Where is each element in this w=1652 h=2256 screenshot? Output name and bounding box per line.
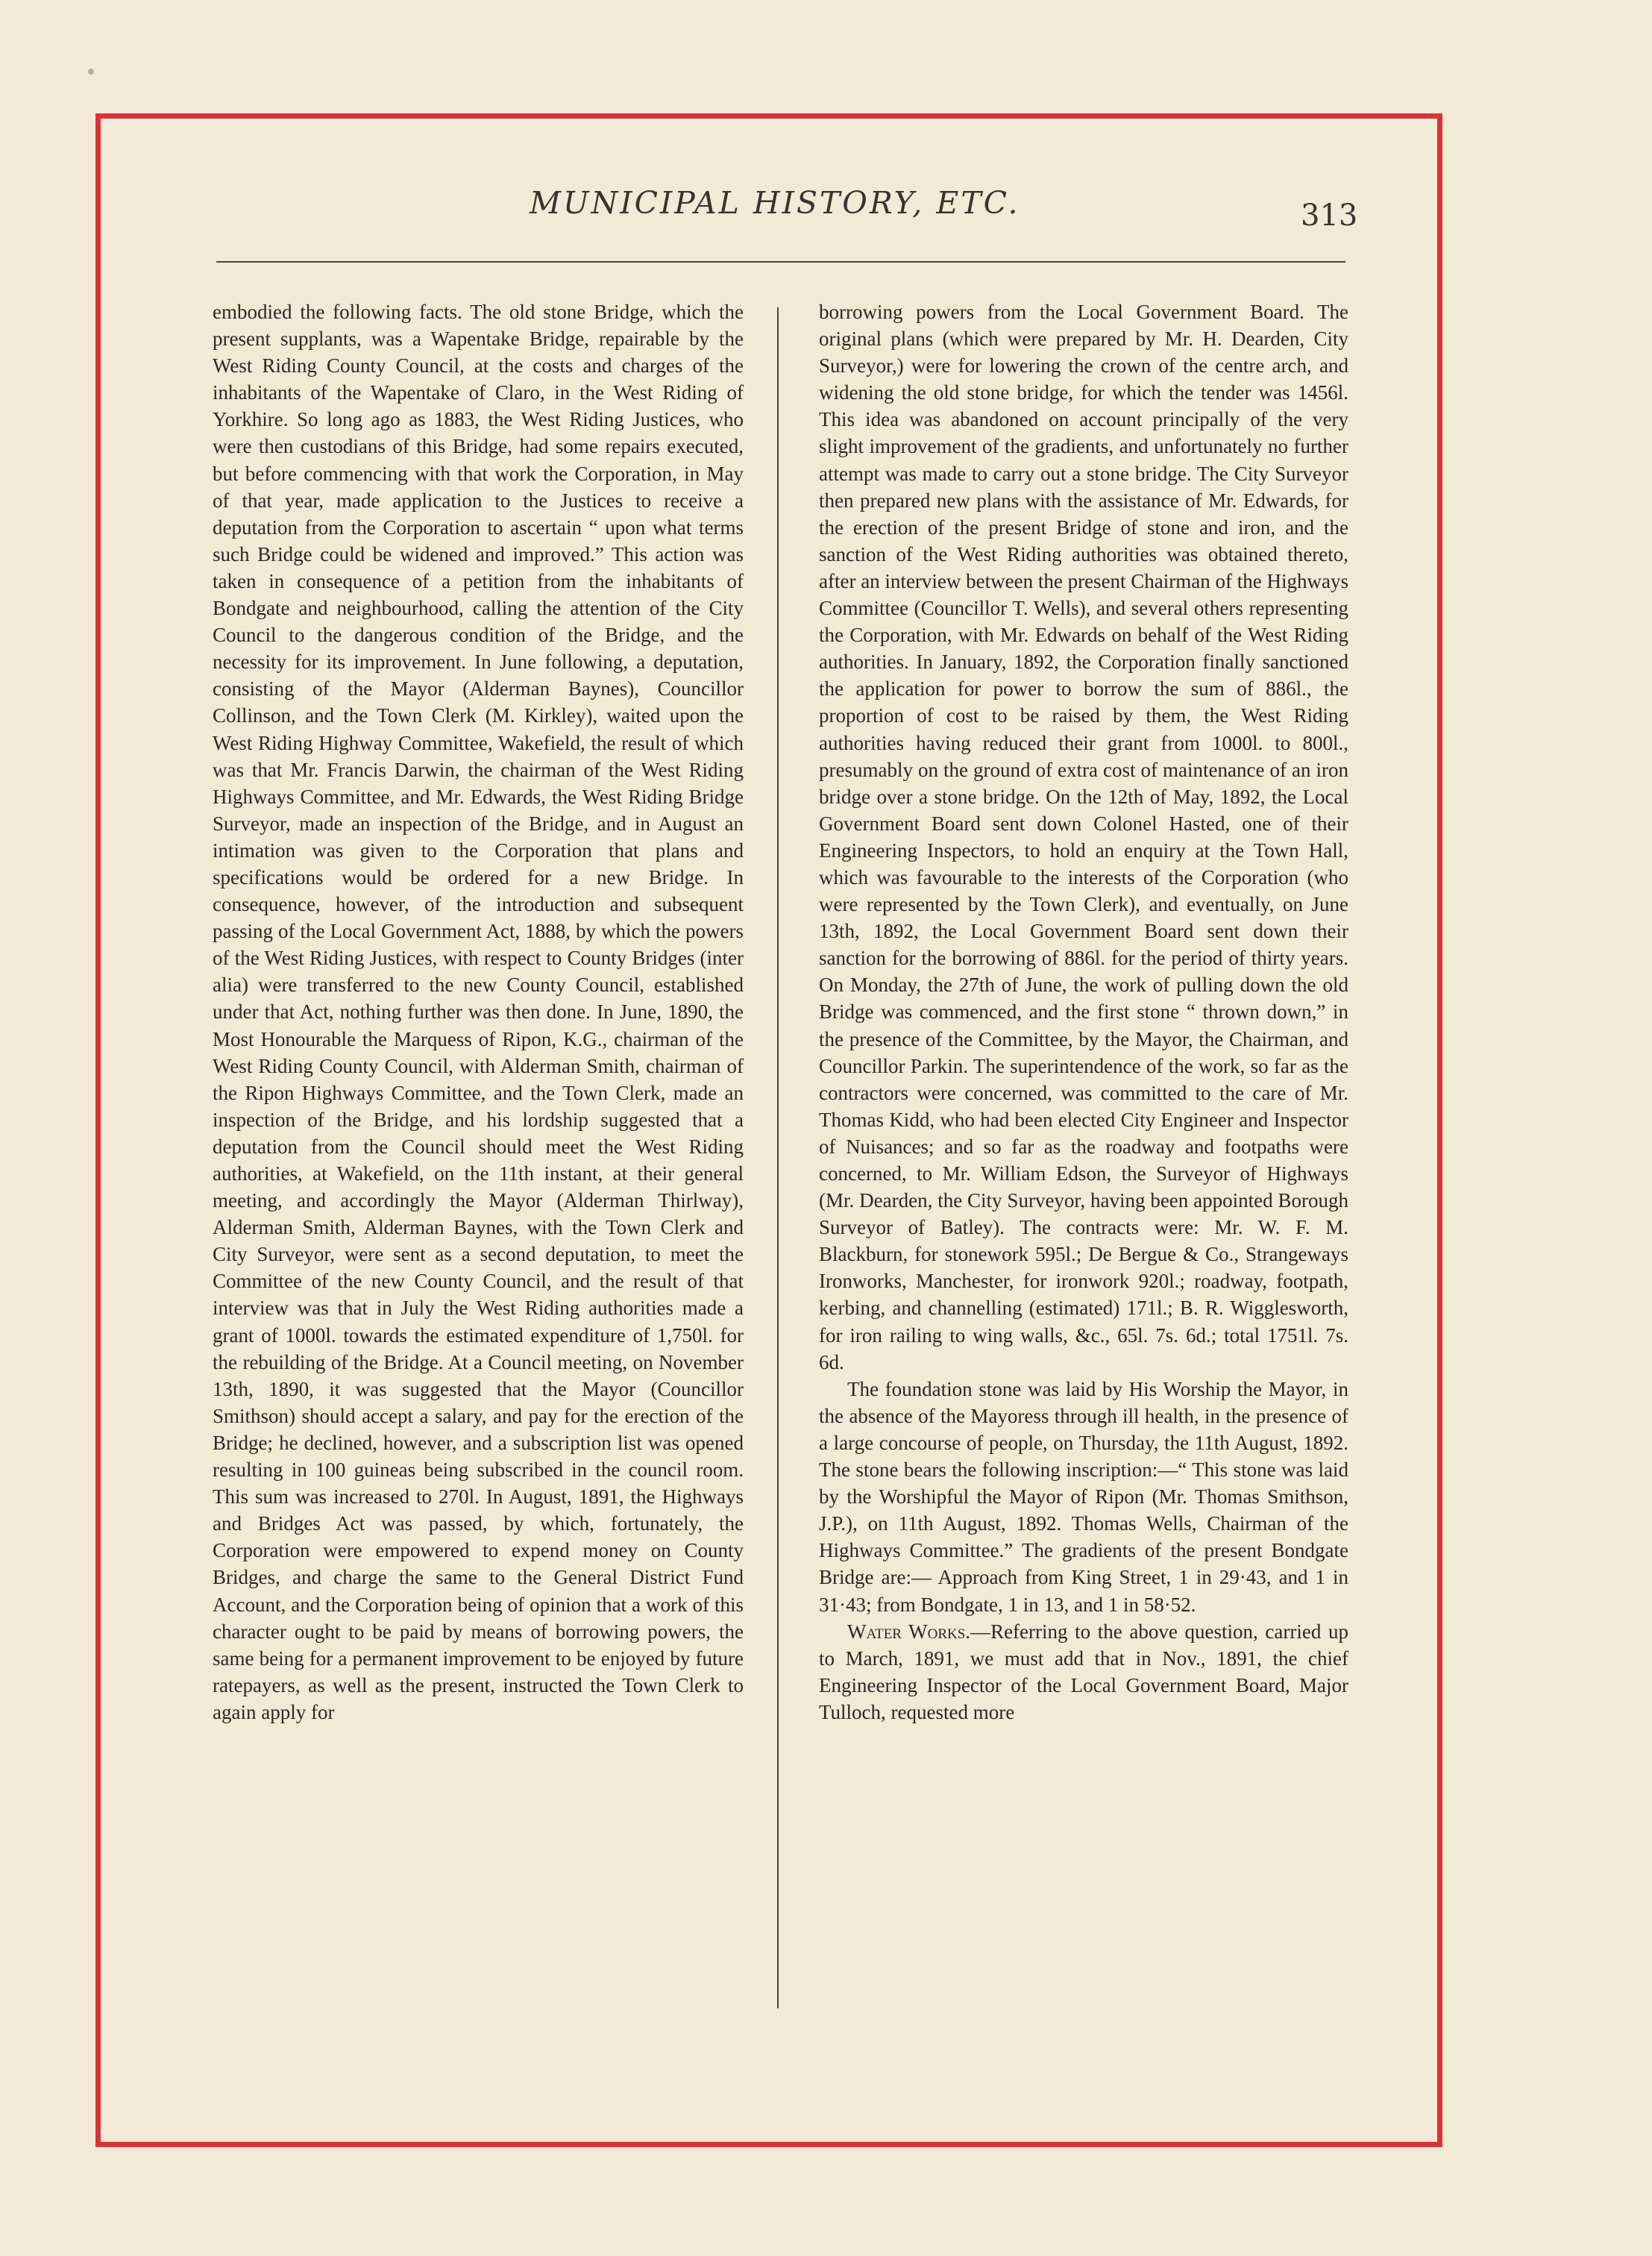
water-works-heading: Water Works. — [847, 1620, 971, 1643]
water-works-paragraph — [819, 1618, 1348, 1726]
page-number: 313 — [1301, 198, 1358, 233]
page-blemish — [88, 69, 94, 75]
right-paragraph-2: The foundation stone was laid by His Worship the Mayor, in the absence of the Mayoress through ill health, in the presence of a large concourse of people, on Thursday, the 11th August, 1892. The stone bears the following inscription:—“ This stone was laid by the Worshipful the Mayor of Ripon (Mr. Thomas Smithson, J.P.), on 11th August, 1892. Thomas Wells, Chairman of the Highways Committee.” The gradients of the present Bondgate Bridge are:— Approach from King Street, 1 in 29·43, and 1 in 31·43; from Bondgate, 1 in 13, and 1 in 58·52. — [819, 1377, 1348, 1616]
column-divider — [777, 307, 779, 2008]
right-column — [819, 298, 1348, 1726]
right-paragraph-1: borrowing powers from the Local Government Board. The original plans (which were prepared by Mr. H. Dearden, City Surveyor,) were for lowering the crown of the centre arch, and widening the old stone bridge, for which the tender was 1456l. This idea was abandoned on account principally of the very slight improvement of the gradients, and unfortunately no further attempt was made to carry out a stone bridge. The City Surveyor then prepared new plans with the assistance of Mr. Edwards, for the erection of the present Bridge of stone and iron, and the sanction of the West Riding authorities was obtained thereto, after an interview between the present Chairman of the Highways Committee (Councillor T. Wells), and several others representing the Corporation, with Mr. Edwards on behalf of the West Riding authorities. In January, 1892, the Corporation finally sanctioned the application for power to borrow the sum of 886l., the proportion of cost to be raised by them, the West Riding authorities having reduced their grant from 1000l. to 800l., presumably on the ground of extra cost of maintenance of an iron bridge over a stone bridge. On the 12th of May, 1892, the Local Government Board sent down Colonel Hasted, one of their Engineering Inspectors, to hold an enquiry at the Town Hall, which was favourable to the interests of the Corporation (who were represented by the Town Clerk), and eventually, on June 13th, 1892, the Local Government Board sent down their sanction for the borrowing of 886l. for the period of thirty years. On Monday, the 27th of June, the work of pulling down the old Bridge was commenced, and the first stone “ thrown down,” in the presence of the Committee, by the Mayor, the Chairman, and Councillor Parkin. The superintendence of the work, so far as the contractors were concerned, was committed to the care of Mr. Thomas Kidd, who had been elected City Engineer and Inspector of Nuisances; and so far as the roadway and footpaths were concerned, to Mr. William Edson, the Surveyor of Highways (Mr. Dearden, the City Surveyor, having been appointed Borough Surveyor of Batley). The contracts were: Mr. W. F. M. Blackburn, for stonework 595l.; De Bergue & Co., Strangeways Ironworks, Manchester, for ironwork 920l.; roadway, footpath, kerbing, and channelling (estimated) 171l.; B. R. Wigglesworth, for iron railing to wing walls, &c., 65l. 7s. 6d.; total 1751l. 7s. 6d. — [819, 301, 1348, 1373]
water-works-text: —Referring to the above question, carried up to March, 1891, we must add that in Nov., 1891, the chief Engineering Inspector of the Local Government Board, Major Tulloch, requested more — [819, 1620, 1348, 1723]
running-title: MUNICIPAL HISTORY, ETC. — [530, 185, 1020, 221]
left-paragraph-1: embodied the following facts. The old stone Bridge, which the present supplants, was a Wapentake Bridge, repairable by the West Riding County Council, at the costs and charges of the inhabitants of the Wapentake of Claro, in the West Riding of Yorkhire. So long ago as 1883, the West Riding Justices, who were then custodians of this Bridge, had some repairs executed, but before commencing with that work the Corporation, in May of that year, made application to the Justices to receive a deputation from the Corporation to ascertain “ upon what terms such Bridge could be widened and improved.” This action was taken in consequence of a petition from the inhabitants of Bondgate and neighbourhood, calling the attention of the City Council to the dangerous condition of the Bridge, and the necessity for its improvement. In June following, a deputation, consisting of the Mayor (Alderman Baynes), Councillor Collinson, and the Town Clerk (M. Kirkley), waited upon the West Riding Highway Committee, Wakefield, the result of which was that Mr. Francis Darwin, the chairman of the West Riding Highways Committee, and Mr. Edwards, the West Riding Bridge Surveyor, made an inspection of the Bridge, and in August an intimation was given to the Corporation that plans and specifications would be ordered for a new Bridge. In consequence, however, of the introduction and subsequent passing of the Local Government Act, 1888, by which the powers of the West Riding Justices, with respect to County Bridges (inter alia) were transferred to the new County Council, established under that Act, nothing further was then done. In June, 1890, the Most Honourable the Marquess of Ripon, K.G., chairman of the West Riding County Council, with Alderman Smith, chairman of the Ripon Highways Committee, and the Town Clerk, made an inspection of the Bridge, and his lordship suggested that a deputation from the Council should meet the West Riding authorities, at Wakefield, on the 11th instant, at their general meeting, and accordingly the Mayor (Alderman Thirlway), Alderman Smith, Alderman Baynes, with the Town Clerk and City Surveyor, were sent as a second deputation, to meet the Committee of the new County Council, and the result of that interview was that in July the West Riding authorities made a grant of 1000l. towards the estimated expenditure of 1,750l. for the rebuilding of the Bridge. At a Council meeting, on November 13th, 1890, it was suggested that the Mayor (Councillor Smithson) should accept a salary, and pay for the erection of the Bridge; he declined, however, and a subscription list was opened resulting in 100 guineas being subscribed in the council room. This sum was increased to 270l. In August, 1891, the Highways and Bridges Act was passed, by which, fortunately, the Corporation were empowered to expend money on County Bridges, and charge the same to the General District Fund Account, and the Corporation being of opinion that a work of this character ought to be paid by means of borrowing powers, the same being for a permanent improvement to be enjoyed by future ratepayers, as well as the present, instructed the Town Clerk to again apply for — [213, 301, 744, 1723]
header-rule — [216, 261, 1345, 263]
left-column — [213, 298, 744, 1726]
